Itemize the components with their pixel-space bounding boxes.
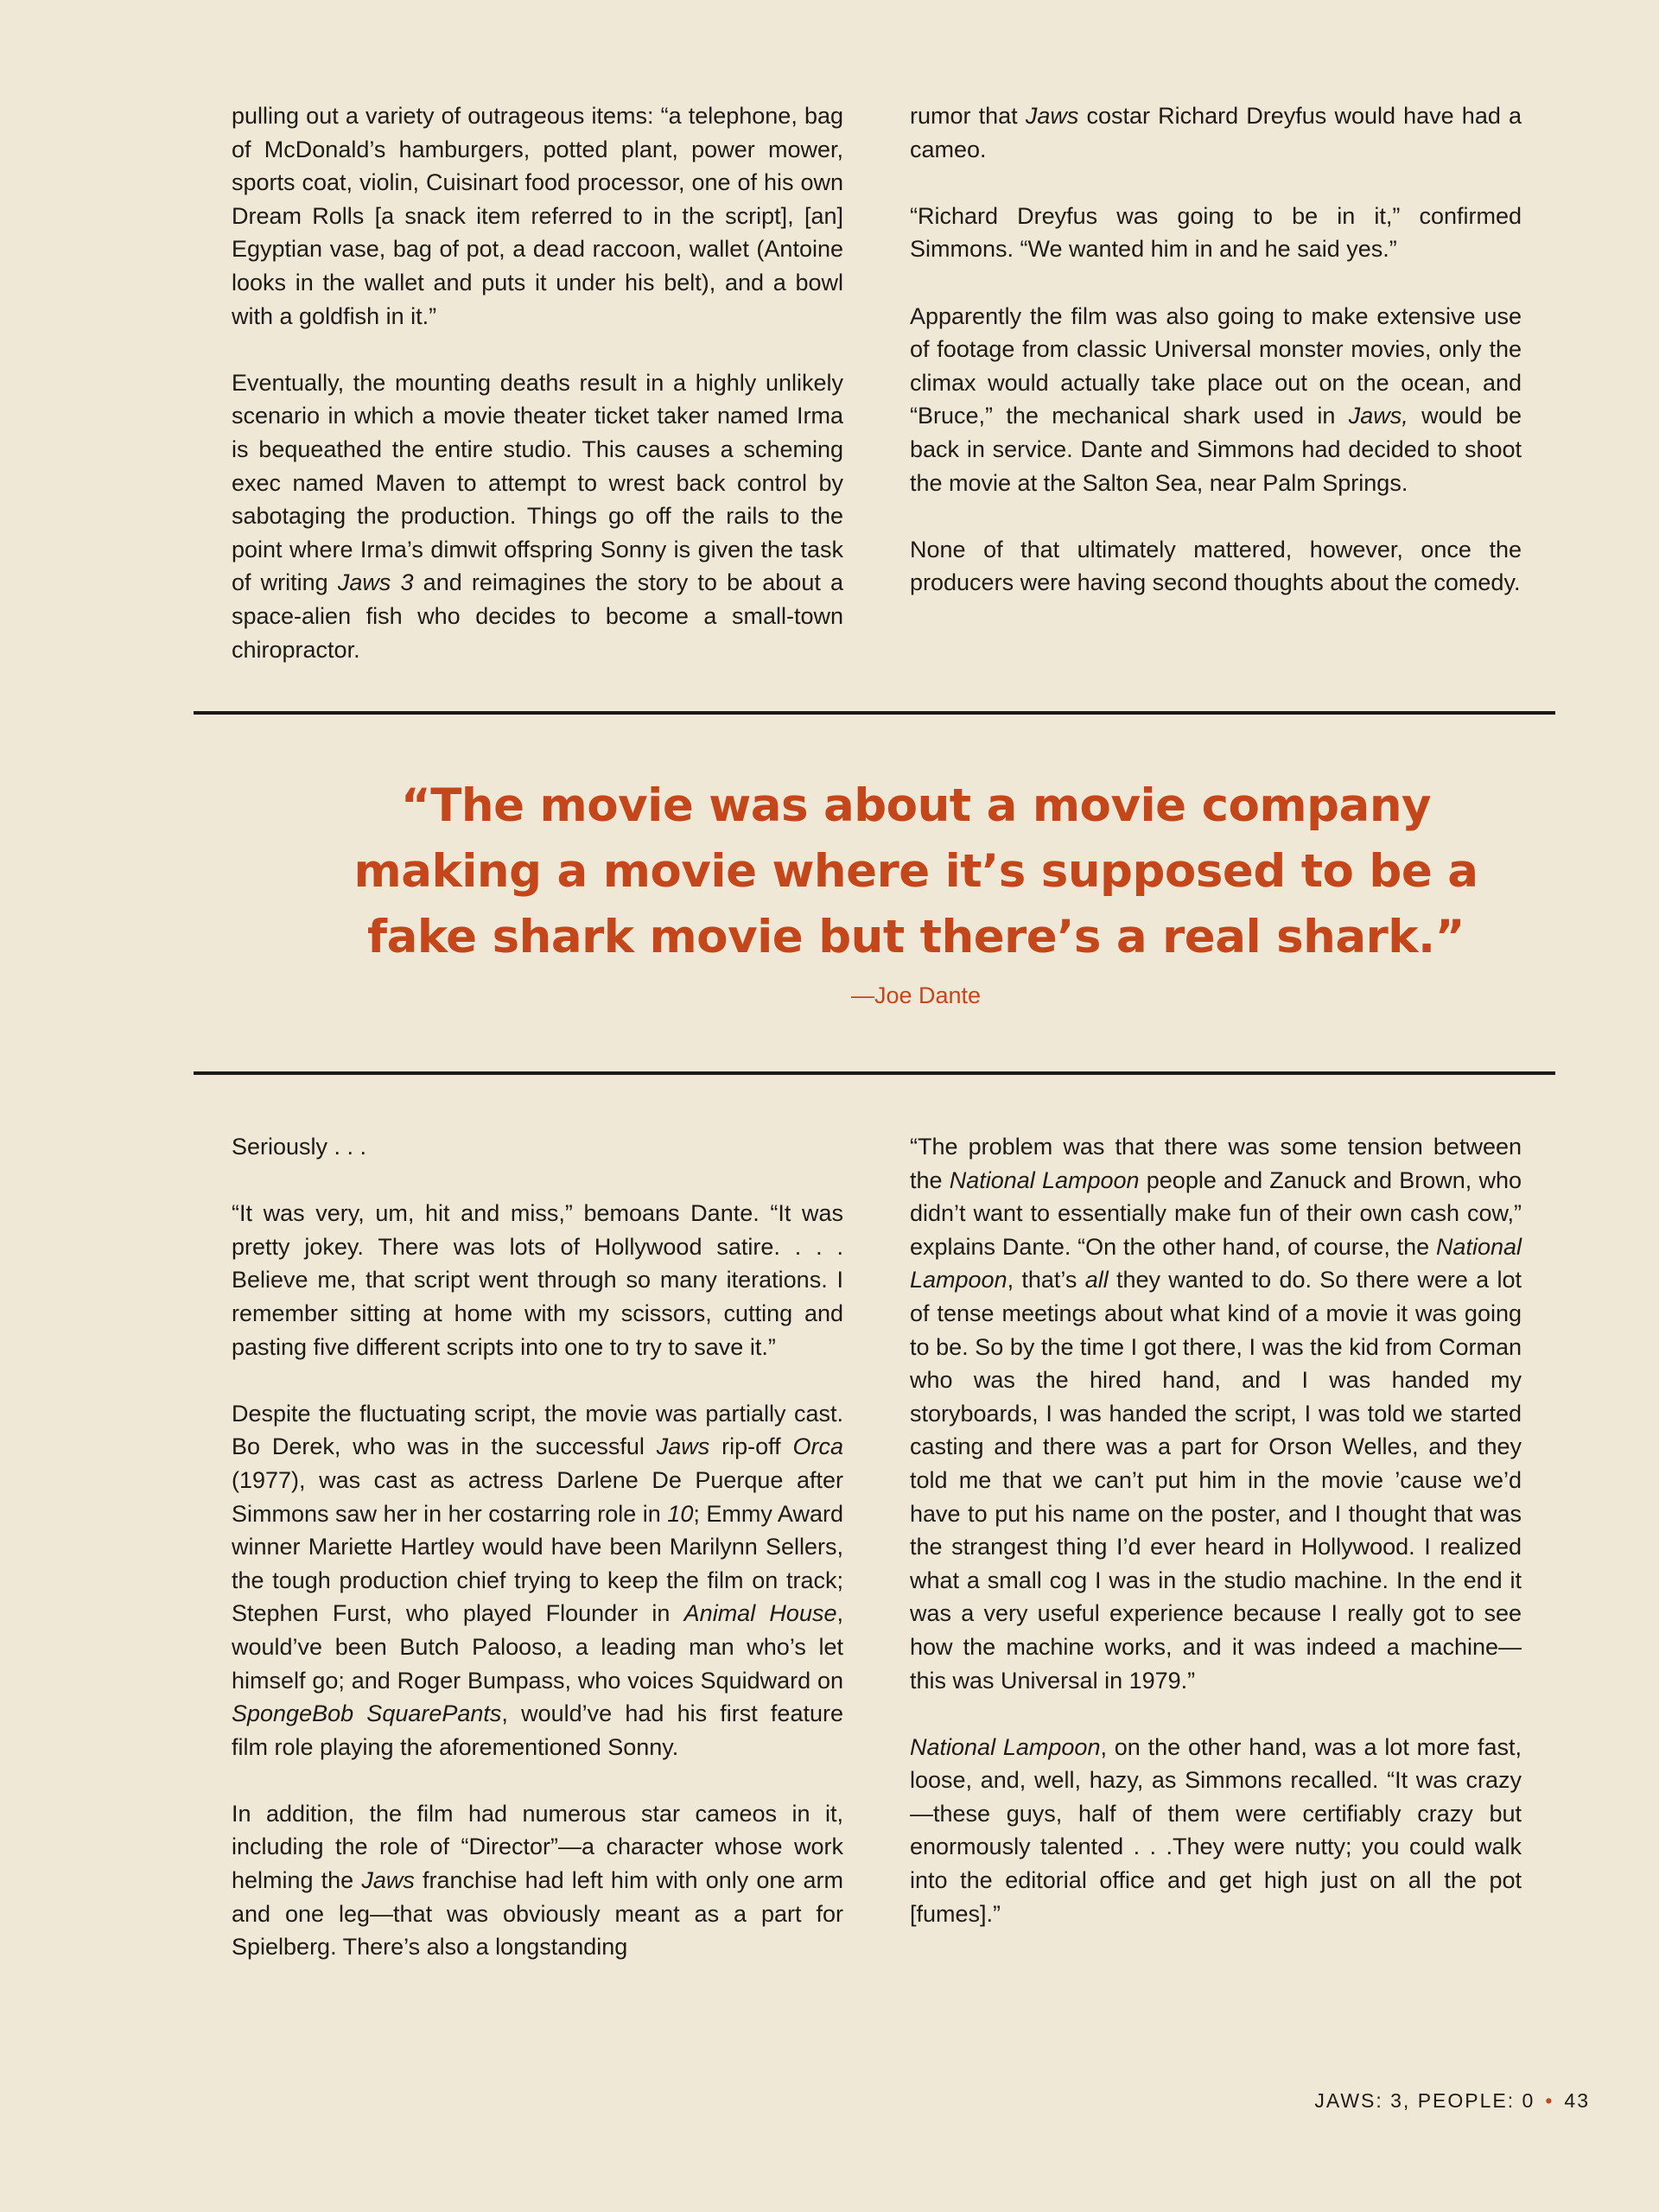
- paragraph: [910, 300, 1522, 500]
- paragraph: [910, 1130, 1522, 1697]
- text-run: Seriously . . .: [232, 1134, 367, 1160]
- italic-title: National Lampoon: [910, 1733, 1101, 1760]
- italic-title: Jaws 3: [337, 569, 414, 596]
- paragraph: [232, 1397, 843, 1764]
- folio-bullet: •: [1545, 2089, 1554, 2112]
- italic-title: 10: [667, 1500, 694, 1527]
- italic-title: Jaws: [1025, 103, 1079, 129]
- italic-title: all: [1084, 1267, 1109, 1294]
- italic-title: Animal House: [683, 1600, 837, 1627]
- italic-title: Jaws: [656, 1433, 710, 1460]
- pull-quote-line-2: making a movie where it’s supposed to be a: [353, 845, 1478, 898]
- text-run: Despite the fluctuating script, the movie was partially cast. Bo Derek, who was in the successful: [232, 1400, 843, 1460]
- italic-title: Orca: [792, 1433, 843, 1460]
- divider-rule-top: [194, 711, 1555, 715]
- text-run: “The problem was that there was some tension between the: [910, 1134, 1522, 1193]
- pull-quote-attribution: —Joe Dante: [850, 982, 982, 1008]
- text-run: Apparently the film was also going to make extensive use of footage from classic Universal monster movies, only the climax would actually take place out on the ocean, and “Bruce,” the mechanical shark used in: [910, 302, 1522, 429]
- text-run: , would’ve been Butch Palooso, a leading man who’s let himself go; and Roger Bumpass, who voices Squidward on: [232, 1600, 843, 1694]
- text-run: “It was very, um, hit and miss,” bemoans Dante. “It was pretty jokey. There was lots of Hollywood satire. . . . Believe me, that script went through so many iterations. I remember sitting at home with my scissors, cutting and pasting five different scripts into one to try to save it.”: [232, 1200, 843, 1360]
- text-run: “Richard Dreyfus was going to be in it,” confirmed Simmons. “We wanted him in and he said yes.”: [910, 202, 1522, 263]
- text-run: , on the other hand, was a lot more fast, loose, and, well, hazy, as Simmons recalled. “It was crazy—these guys, half of them were certifiably crazy but enormously talented . . .They were nutty; you could walk into the editorial office and get high just on all the pot [fumes].”: [910, 1733, 1522, 1927]
- italic-title: SpongeBob SquarePants: [232, 1700, 502, 1727]
- text-run: Eventually, the mounting deaths result in a highly unlikely scenario in which a movie theater ticket taker named Irma is bequeathed the entire studio. This causes a scheming exec named Maven to attempt to wrest back control by sabotaging the production. Things go off the rails to the point where Irma’s dimwit offspring Sonny is given the task of writing: [232, 369, 843, 596]
- body-column-bottom-right: [910, 1130, 1522, 1930]
- text-run: , would’ve had his first feature film role playing the aforementioned Sonny.: [232, 1700, 843, 1760]
- text-run: and reimagines the story to be about a space-alien fish who decides to become a small-town chiropractor.: [232, 569, 843, 663]
- paragraph: [232, 1130, 843, 1164]
- pull-quote-line-3: fake shark movie but there’s a real shark.”: [367, 911, 1465, 963]
- paragraph: [232, 99, 843, 333]
- italic-title: Jaws: [361, 1867, 415, 1894]
- text-run: they wanted to do. So there were a lot of tense meetings about what kind of a movie it was going to be. So by the time I got there, I was the kid from Corman who was the hired hand, and I was handed my storyboards, I was handed the script, I was told we started casting and there was a part for Orson Welles, and they told me that we can’t put him in the movie ’cause we’d have to put his name on the poster, and I thought that was the strangest thing I’d ever heard in Hollywood. I realized what a small cog I was in the studio machine. In the end it was a very useful experience because I really got to see how the machine works, and it was indeed a machine—this was Universal in 1979.”: [910, 1267, 1522, 1694]
- paragraph: [232, 1797, 843, 1964]
- body-column-bottom-left: [232, 1130, 843, 1964]
- body-column-top-left: [232, 99, 843, 666]
- text-run: (1977), was cast as actress Darlene De Puerque after Simmons saw her in her costarring role in: [232, 1466, 843, 1527]
- paragraph: [910, 99, 1522, 166]
- paragraph: [910, 1731, 1522, 1931]
- pull-quote-line-1: “The movie was about a movie company: [400, 779, 1432, 832]
- text-run: would be back in service. Dante and Simmons had decided to shoot the movie at the Salton Sea, near Palm Springs.: [910, 403, 1522, 496]
- paragraph: [910, 200, 1522, 266]
- body-column-top-right: [910, 99, 1522, 600]
- paragraph: [910, 533, 1522, 600]
- italic-title: Jaws,: [1348, 403, 1408, 429]
- divider-rule-bottom: [194, 1071, 1555, 1075]
- text-run: rumor that: [910, 103, 1026, 129]
- text-run: ; Emmy Award winner Mariette Hartley would have been Marilynn Sellers, the tough production chief trying to keep the film on track; Stephen Furst, who played Flounder in: [232, 1500, 843, 1627]
- text-run: None of that ultimately mattered, however, once the producers were having second thoughts about the comedy.: [910, 536, 1522, 596]
- text-run: pulling out a variety of outrageous items: “a telephone, bag of McDonald’s hamburgers, potted plant, power mower, sports coat, violin, Cuisinart food processor, one of his own Dream Rolls [a snack item referred to in the script], [an] Egyptian vase, bag of pot, a dead raccoon, wallet (Antoine looks in the wallet and puts it under his belt), and a bowl with a goldfish in it.”: [232, 103, 843, 329]
- page-number: 43: [1564, 2089, 1590, 2112]
- italic-title: National Lampoon: [910, 1233, 1522, 1294]
- text-run: franchise had left him with only one arm and one leg—that was obviously meant as a part for Spielberg. There’s also a longstanding: [232, 1867, 844, 1961]
- running-head: JAWS: 3, PEOPLE: 0: [1314, 2089, 1535, 2112]
- page-folio: [1314, 2089, 1590, 2113]
- text-run: people and Zanuck and Brown, who didn’t want to essentially make fun of their own cash cow,” explains Dante. “On the other hand, of course, the: [910, 1166, 1522, 1260]
- italic-title: National Lampoon: [949, 1166, 1140, 1193]
- text-run: , that’s: [1007, 1267, 1085, 1294]
- text-run: In addition, the film had numerous star cameos in it, including the role of “Director”—a character whose work helming the: [232, 1800, 843, 1894]
- pull-quote: [259, 773, 1573, 1009]
- paragraph: [232, 1197, 843, 1363]
- text-run: costar Richard Dreyfus would have had a cameo.: [910, 103, 1522, 162]
- text-run: rip-off: [709, 1433, 793, 1460]
- paragraph: [232, 366, 843, 666]
